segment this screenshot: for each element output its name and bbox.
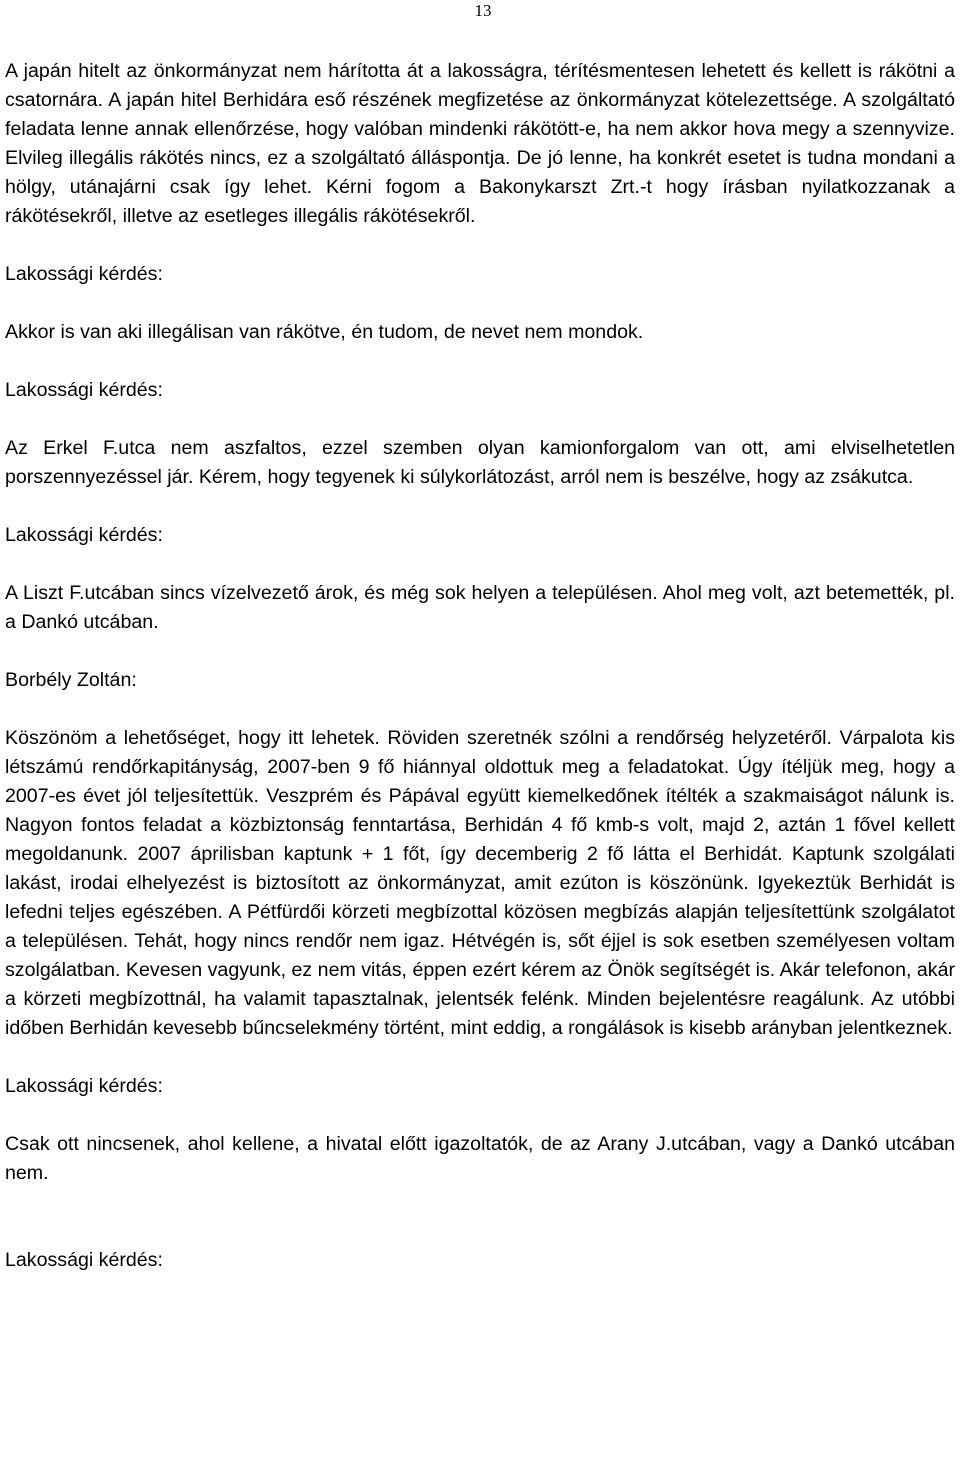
spacer [5,231,955,260]
paragraph: Akkor is van aki illegálisan van rákötve, én tudom, de nevet nem mondok. [5,321,644,343]
spacer [5,289,955,318]
paragraph: A Liszt F.utcában sincs vízelvezető árok, és még sok helyen a településen. Ahol meg volt, azt betemették, pl. a Dankó utcában. [5,582,955,633]
speaker-label: Lakossági kérdés: [5,1249,163,1271]
spacer [5,695,955,724]
speaker-label: Lakossági kérdés: [5,1075,163,1097]
speaker-label: Borbély Zoltán: [5,669,137,691]
spacer [5,1101,955,1130]
spacer [5,637,955,666]
speaker-label: Lakossági kérdés: [5,379,163,401]
spacer [5,347,955,376]
paragraph: Csak ott nincsenek, ahol kellene, a hivatal előtt igazoltatók, de az Arany J.utcában, vagy a Dankó utcában nem. [5,1133,955,1184]
paragraph: Köszönöm a lehetőséget, hogy itt lehetek. Röviden szeretnék szólni a rendőrség helyzetéről. Várpalota kis létszámú rendőrkapitányság, 2007-ben 9 fő hiánnyal oldottuk meg a feladatokat. Úgy ítéljük meg, hogy a 2007-es évet jól teljesítettük. Veszprém és Pápával együtt kiemelkedőnek ítélték a szakmaiságot nálunk is. Nagyon fontos feladat a közbiztonság fenntartása, Berhidán 4 fő kmb-s volt, majd 2, aztán 1 fővel kellett megoldanunk. 2007 áprilisban kaptunk + 1 főt, így decemberig 2 fő látta el Berhidát. Kaptunk szolgálati lakást, irodai elhelyezést is biztosított az önkormányzat, amit ezúton is köszönünk. Igyekeztük Berhidát is lefedni teljes egészében. A Pétfürdői körzeti megbízottal közösen megbízás alapján teljesítettünk szolgálatot a településen. Tehát, hogy nincs rendőr nem igaz. Hétvégén is, sőt éjjel is sok esetben személyesen voltam szolgálatban. Kevesen vagyunk, ez nem vitás, éppen ezért kérem az Önök segítségét is. Akár telefonon, akár a körzeti megbízottnál, ha valamit tapasztalnak, jelentsék felénk. Minden bejelentésre reagálunk. Az utóbbi időben Berhidán kevesebb bűncselekmény történt, mint eddig, a rongálások is kisebb arányban jelentkeznek. [5,727,955,1039]
paragraph: A japán hitelt az önkormányzat nem hárította át a lakosságra, térítésmentesen lehetett és kellett is rákötni a csatornára. A japán hitel Berhidára eső részének megfizetése az önkormányzat kötelezettsége. A szolgáltató feladata lenne annak ellenőrzése, hogy valóban mindenki rákötött-e, ha nem akkor hova megy a szennyvize. Elvileg illegális rákötés nincs, ez a szolgáltató álláspontja. De jó lenne, ha konkrét esetet is tudna mondani a hölgy, utánajárni csak így lehet. Kérni fogom a Bakonykarszt Zrt.-t hogy írásban nyilatkozzanak a rákötésekről, illetve az esetleges illegális rákötésekről. [5,60,955,227]
spacer [5,492,955,521]
spacer [5,405,955,434]
speaker-label: Lakossági kérdés: [5,524,163,546]
speaker-label: Lakossági kérdés: [5,263,163,285]
document-body [5,57,955,1275]
spacer [5,1188,955,1246]
paragraph: Az Erkel F.utca nem aszfaltos, ezzel szemben olyan kamionforgalom van ott, ami elviselhetetlen porszennyezéssel jár. Kérem, hogy tegyenek ki súlykorlátozást, arról nem is beszélve, hogy az zsákutca. [5,437,955,488]
spacer [5,550,955,579]
page-number: 13 [474,1,492,20]
spacer [5,1043,955,1072]
